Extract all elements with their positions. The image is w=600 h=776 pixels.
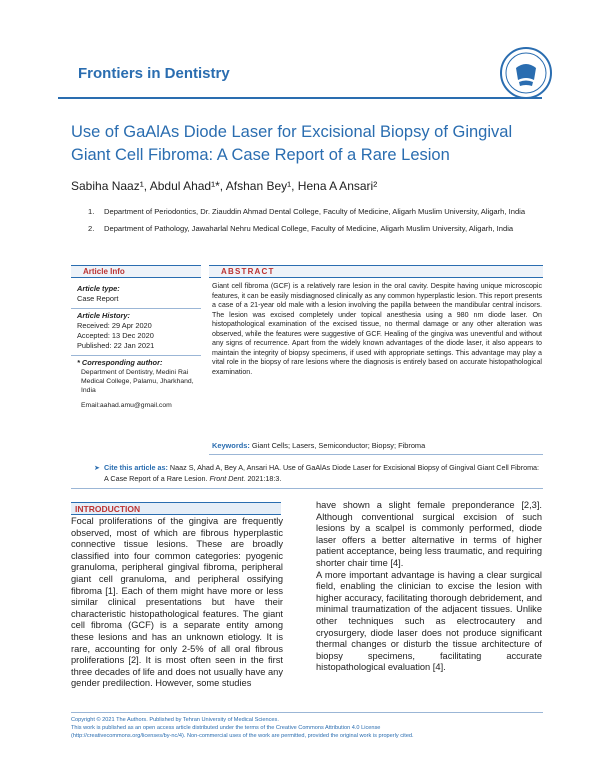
journal-name: Frontiers in Dentistry [78, 65, 230, 82]
affiliations [88, 206, 540, 240]
citation: ➤ Cite this article as: Naaz S, Ahad A, Bey A, Ansari HA. Use of GaAlAs Diode Laser for Excisional Biopsy of Gingival Giant Cell Fibroma: A Case Report of a Rare Lesion. Front Dent. 2021:18:3. [94, 463, 540, 483]
license-link[interactable]: (http://creativecommons.org/licenses/by-nc/4). Non-commercial uses of the work are permitted, provided the original work is properly cited. [71, 733, 414, 739]
article-type: Article type: Case Report [71, 282, 201, 309]
article-info-panel [71, 282, 201, 410]
author-list: Sabiha Naaz¹, Abdul Ahad¹*, Afshan Bey¹, Hena A Ansari² [71, 179, 378, 193]
corresponding-author: * Corresponding author: Department of Dentistry, Medini Rai Medical College, Palamu, Jharkhand, India Email:aahad.amu@gmail.com [71, 356, 201, 410]
article-title: Use of GaAlAs Diode Laser for Excisional Biopsy of Gingival Giant Cell Fibroma: A Case Report of a Rare Lesion [71, 123, 513, 164]
arrow-right-icon: ➤ [94, 463, 101, 472]
article-info-heading: Article Info [71, 265, 201, 278]
keywords: Keywords: Giant Cells; Lasers, Semiconductor; Biopsy; Fibroma [212, 441, 426, 450]
divider [209, 454, 543, 455]
abstract-heading: ABSTRACT [209, 265, 543, 278]
affiliation-item: 1. Department of Periodontics, Dr. Ziauddin Ahmad Dental College, Faculty of Medicine, Aligarh Muslim University, Aligarh, India [88, 207, 526, 216]
corresponding-email[interactable]: Email:aahad.amu@gmail.com [81, 402, 172, 409]
copyright-footer: Copyright © 2021 The Authors. Published by Tehran University of Medical Sciences. This work is published as an open access article distributed under the terms of the Creative Commons Attribution 4.0 License (http://creativecommons.org/licenses/by-nc/4). Non-commercial uses of the work are permitted, provided the original work is properly cited. [71, 716, 543, 740]
abstract-text: Giant cell fibroma (GCF) is a relatively rare lesion in the oral cavity. Despite having unique microscopic features, it can be easily misdiagnosed clinically as any common hyperplastic lesion. This report presents a case of a 21-year old male with a lesion involving the papilla between the mandibular central incisors. The lesion was excised completely under topical anesthesia using a 980 nm diode laser. On histopathological examination of the excised tissue, no thermal damage or any other alteration was observed, while the features were suggestive of GCF. Healing of the gingiva was uneventful and without any signs of recurrence. Apart from the widely known advantages of the diode laser, it also appears to maintain the integrity of biopsy specimens, if used with appropriate settings. This advantage may play a vital role in the biopsy of rare lesions where the diagnosis is entirely based on accurate histopathological examination. [212, 282, 542, 376]
journal-logo-icon [499, 46, 553, 100]
body-column-left: Focal proliferations of the gingiva are frequently observed, most of which are fibrous hyperplastic connective tissue lesions. These are broadly classified into four common categories: pyogenic granuloma, peripheral gingival fibroma, peripheral giant cell granuloma, and peripheral ossifying fibroma [1]. Each of them might have more or less similar clinical presentations but have their characteristic histopathological features. The giant cell fibroma (GCF) is a separate entity among these lesions and has an unknown etiology. It is rare, accounting for only 2-5% of all oral fibrous proliferations [2]. It is most often seen in the first three decades of life and does not usually have any gender predilection. However, some studies [71, 516, 283, 689]
section-heading-introduction: INTRODUCTION [71, 502, 281, 515]
affiliation-item: 2. Department of Pathology, Jawaharlal Nehru Medical College, Faculty of Medicine, Aligarh Muslim University, Aligarh, India [88, 224, 514, 233]
paragraph: have shown a slight female preponderance [2,3]. Although conventional surgical excision of such lesions by a scalpel is commonly performed, diode laser offers a better alternative in terms of higher patient acceptance, being less traumatic, and requiring shorter chair time [4]. [316, 500, 542, 568]
divider [71, 488, 543, 489]
journal-header [58, 57, 542, 99]
paragraph: A more important advantage is having a clear surgical field, enabling the clinician to excise the lesion with higher accuracy, facilitating thorough debridement, and minimal traumatization of the adjacent tissues. Unlike other techniques such as electrocautery and cryosurgery, diode laser does not produce significant thermal changes or disturb the tissue architecture of biopsy specimens, facilitating accurate histopathological evaluation [4]. [316, 569, 542, 673]
divider [71, 712, 543, 713]
article-history: Article History: Received: 29 Apr 2020 Accepted: 13 Dec 2020 Published: 22 Jan 2021 [71, 309, 201, 356]
body-column-right [316, 500, 542, 674]
